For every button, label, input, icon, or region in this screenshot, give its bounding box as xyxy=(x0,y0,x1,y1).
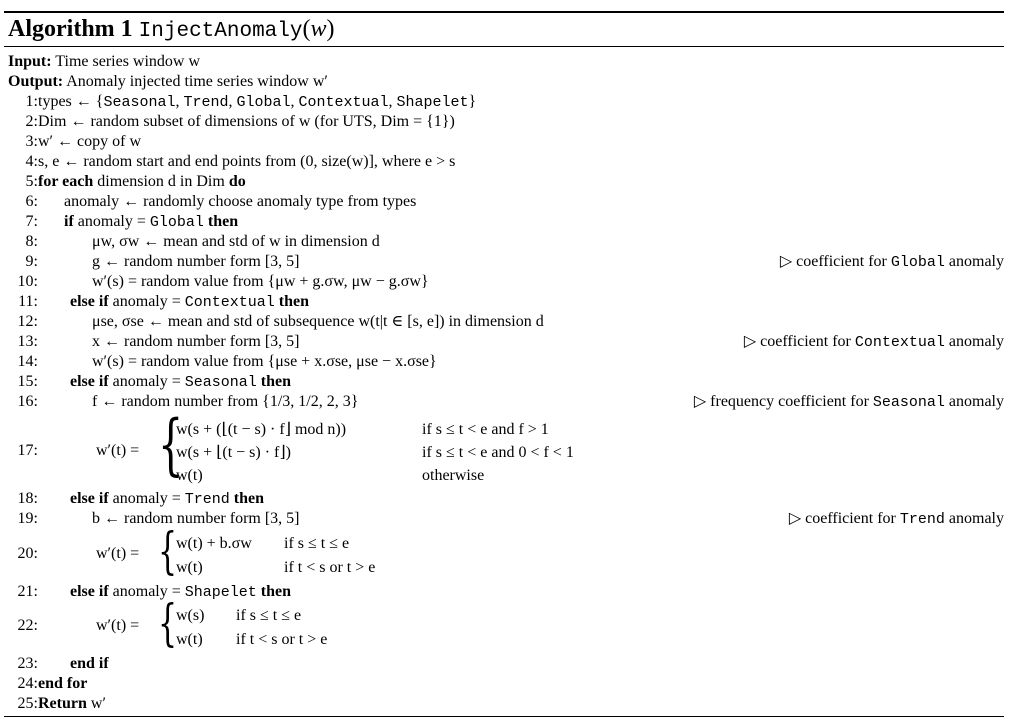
line-number: 19: xyxy=(17,510,38,527)
line-text: w′ ← copy of w xyxy=(38,133,142,150)
line-text: μse, σse ← mean and std of subsequence w(t|t ∈ [s, e]) in dimension d xyxy=(92,313,544,330)
line-number: 13: xyxy=(17,333,38,350)
line-number: 18: xyxy=(17,490,38,507)
algorithm-line-24 xyxy=(8,674,1004,694)
line-text: else if anomaly = Trend then xyxy=(70,490,265,508)
line-number: 14: xyxy=(17,353,38,370)
case-lhs: w′(t) = xyxy=(96,617,140,634)
algorithm-line-7 xyxy=(8,212,1004,232)
case-row: w(t) if t < s or t > e xyxy=(176,631,328,648)
line-text: end if xyxy=(70,655,109,672)
left-brace: { xyxy=(158,522,178,580)
line-number: 10: xyxy=(17,273,38,290)
algorithm-label: Algorithm 1 xyxy=(8,16,133,42)
line-number: 5: xyxy=(25,173,38,190)
input-line: Input: Time series window w xyxy=(8,53,201,70)
line-number: 15: xyxy=(17,373,38,390)
output-line: Output: Anomaly injected time series window w′ xyxy=(8,73,328,90)
algorithm-line-5 xyxy=(8,172,1004,192)
case-block-line-22 xyxy=(8,594,1004,652)
line-text: else if anomaly = Shapelet then xyxy=(70,583,292,601)
case-row: w(t) + b.σw if s ≤ t ≤ e xyxy=(176,535,350,552)
line-comment: ▷ coefficient for Global anomaly xyxy=(779,253,1004,271)
algorithm-line-15 xyxy=(8,372,1004,392)
line-number: 17: xyxy=(17,442,38,459)
line-text: for each dimension d in Dim do xyxy=(38,173,246,190)
case-block-line-20 xyxy=(8,522,1004,580)
line-number: 9: xyxy=(25,253,38,270)
line-comment: ▷ frequency coefficient for Seasonal anomaly xyxy=(693,393,1004,411)
line-comment: ▷ coefficient for Contextual anomaly xyxy=(743,333,1004,351)
case-row: w(s + ⌊(t − s) · f⌋) if s ≤ t < e and 0 < f < 1 xyxy=(176,444,574,461)
case-row: w(t) if t < s or t > e xyxy=(176,559,376,576)
line-text: w′(s) = random value from {μse + x.σse, μse − x.σse} xyxy=(92,353,437,370)
line-text: types ← {Seasonal, Trend, Global, Contextual, Shapelet} xyxy=(38,93,477,111)
case-row: w(s) if s ≤ t ≤ e xyxy=(176,607,302,624)
line-number: 6: xyxy=(25,193,38,210)
line-text: anomaly ← randomly choose anomaly type from types xyxy=(64,193,417,210)
line-number: 8: xyxy=(25,233,38,250)
algorithm-line-11 xyxy=(8,292,1004,312)
line-number: 1: xyxy=(25,93,38,110)
line-text: b ← random number form [3, 5] xyxy=(92,510,300,527)
output-text: Anomaly injected time series window w′ xyxy=(66,73,328,90)
line-text: μw, σw ← mean and std of w in dimension d xyxy=(92,233,380,250)
line-text: end for xyxy=(38,675,88,692)
line-number: 22: xyxy=(17,617,38,634)
algorithm-line-2 xyxy=(8,112,1004,132)
algorithm-line-13 xyxy=(8,332,1004,352)
line-number: 4: xyxy=(25,153,38,170)
line-number: 12: xyxy=(17,313,38,330)
line-text: Return w′ xyxy=(38,695,106,712)
case-block-line-17 xyxy=(8,406,1004,488)
left-brace: { xyxy=(158,406,184,483)
algorithm-line-1 xyxy=(8,92,1004,112)
input-text: Time series window w xyxy=(55,53,201,70)
line-text: w′(s) = random value from {μw + g.σw, μw − g.σw} xyxy=(92,273,429,290)
algorithm-line-9 xyxy=(8,252,1004,272)
line-number: 23: xyxy=(17,655,38,672)
line-text: g ← random number form [3, 5] xyxy=(92,253,300,270)
line-text: Dim ← random subset of dimensions of w (for UTS, Dim = {1}) xyxy=(38,113,455,130)
line-number: 7: xyxy=(25,213,38,230)
algorithm-header: Algorithm 1 InjectAnomaly(w) xyxy=(8,16,335,43)
line-text: s, e ← random start and end points from (0, size(w)], where e > s xyxy=(38,153,456,170)
line-comment: ▷ coefficient for Trend anomaly xyxy=(788,510,1004,528)
algorithm-line-23 xyxy=(8,654,1004,674)
algorithm-line-3 xyxy=(8,132,1004,152)
line-number: 2: xyxy=(25,113,38,130)
bottom-rule xyxy=(4,716,1004,717)
line-number: 16: xyxy=(17,393,38,410)
case-row: w(t) otherwise xyxy=(176,467,485,484)
case-row: w(s + (⌊(t − s) · f⌋ mod n)) if s ≤ t < e and f > 1 xyxy=(176,421,549,438)
algorithm-line-18 xyxy=(8,489,1004,509)
line-text: f ← random number from {1/3, 1/2, 2, 3} xyxy=(92,393,359,410)
algorithm-line-10 xyxy=(8,272,1004,292)
line-number: 24: xyxy=(17,675,38,692)
algorithm-name: InjectAnomaly xyxy=(138,20,303,43)
header-rule xyxy=(4,46,1004,47)
algorithm-line-4 xyxy=(8,152,1004,172)
algorithm-line-25 xyxy=(8,694,1004,714)
left-brace: { xyxy=(158,594,178,652)
line-text: else if anomaly = Seasonal then xyxy=(70,373,292,391)
line-number: 25: xyxy=(17,695,38,712)
line-text: x ← random number form [3, 5] xyxy=(92,333,300,350)
line-number: 21: xyxy=(17,583,38,600)
case-lhs: w′(t) = xyxy=(96,545,140,562)
algorithm-line-14 xyxy=(8,352,1004,372)
case-lhs: w′(t) = xyxy=(96,442,140,459)
algorithm-line-8 xyxy=(8,232,1004,252)
line-number: 3: xyxy=(25,133,38,150)
line-number: 11: xyxy=(18,293,38,310)
line-number: 20: xyxy=(17,545,38,562)
line-text: else if anomaly = Contextual then xyxy=(70,293,310,311)
algorithm-line-12 xyxy=(8,312,1004,332)
algorithm-param: w xyxy=(310,16,327,42)
algorithm-line-6 xyxy=(8,192,1004,212)
line-text: if anomaly = Global then xyxy=(64,213,239,231)
